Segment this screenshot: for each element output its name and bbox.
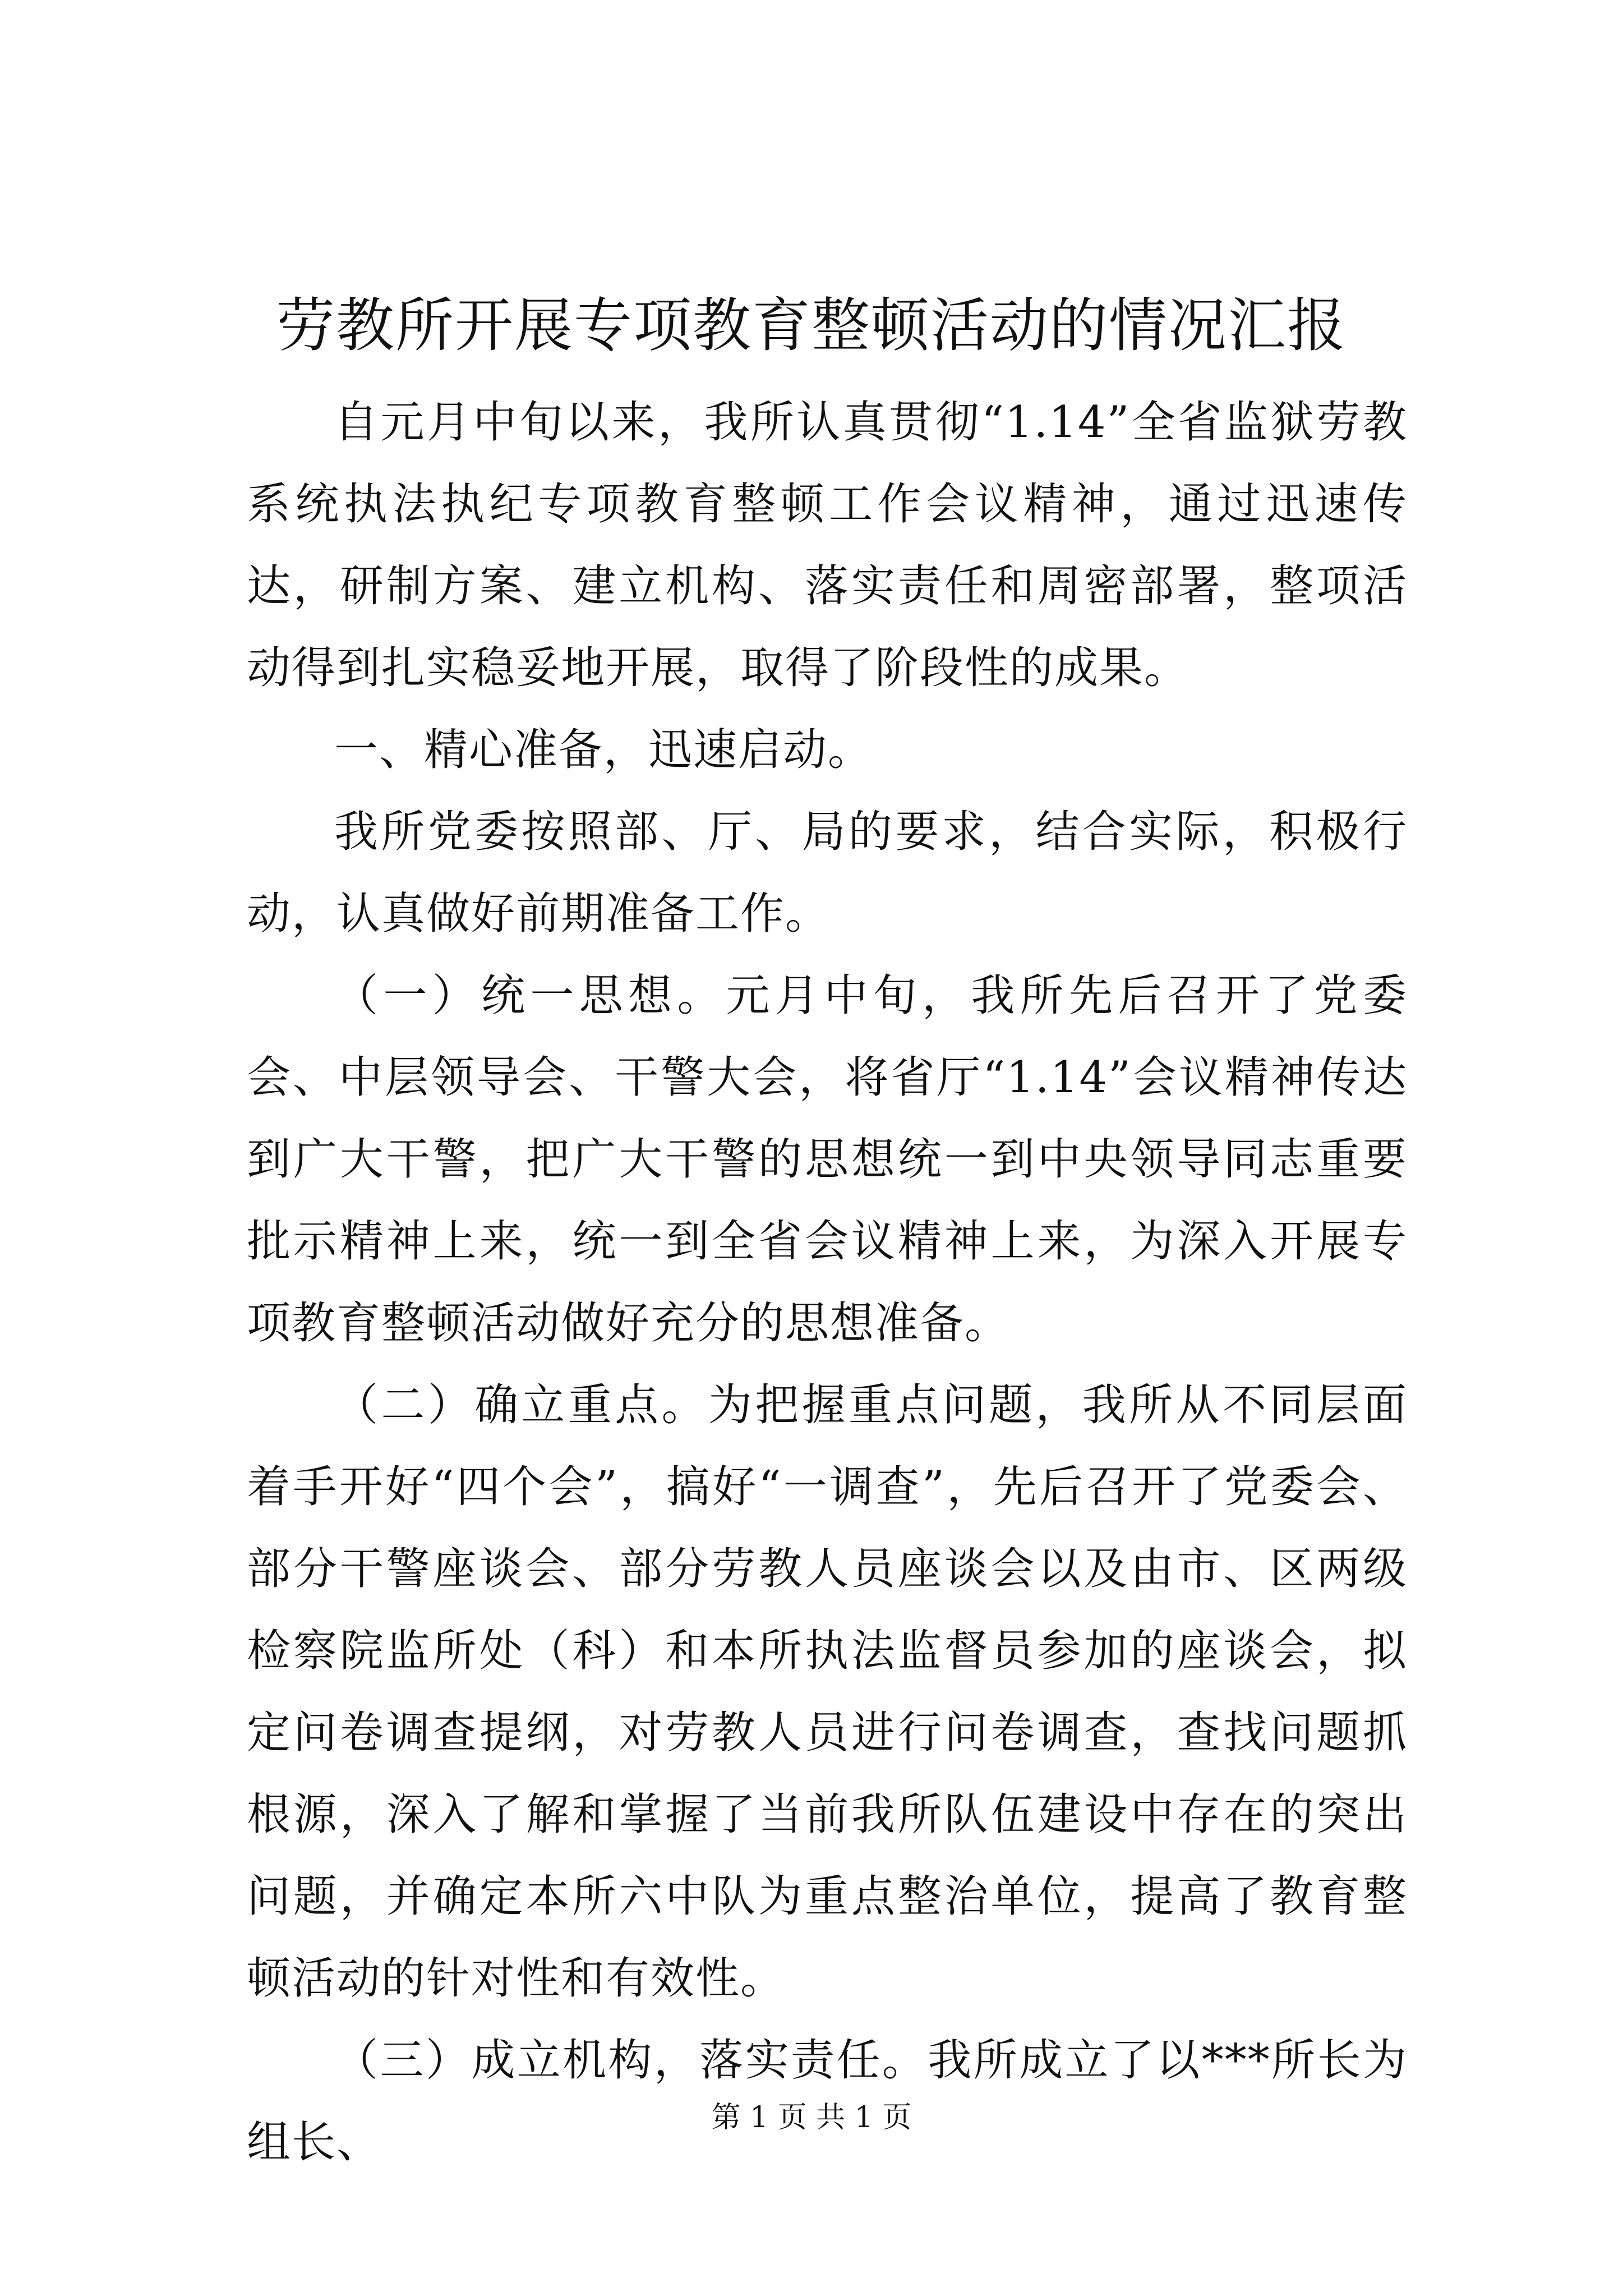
paragraph-section-1: 我所党委按照部、厅、局的要求，结合实际，积极行动，认真做好前期准备工作。 bbox=[247, 807, 1408, 939]
page-footer: 第 1 页 共 1 页 bbox=[711, 2101, 912, 2134]
paragraph-establish-focus: （二）确立重点。为把握重点问题，我所从不同层面着手开好“四个会”，搞好“一调查”，先后召开了党委会、部分干警座谈会、部分劳教人员座谈会以及由市、区两级检察院监所处（科）和本所执法监督员参加的座谈会，拟定问卷调查提纲，对劳教人员进行问卷调查，查找问题抓根源，深入了解和掌握了当前我所队伍建设中存在的突出问题，并确定本所六中队为重点整治单位，提高了教育整顿活动的针对性和有效性。 bbox=[247, 1380, 1408, 2004]
paragraph-intro: 自元月中旬以来，我所认真贯彻“1.14”全省监狱劳教系统执法执纪专项教育整顿工作会议精神，通过迅速传达，研制方案、建立机构、落实责任和周密部署，整项活动得到扎实稳妥地开展，取得了阶段性的成果。 bbox=[247, 397, 1408, 693]
document-body bbox=[247, 381, 1408, 2183]
section-heading-1: 一、精心准备，迅速启动。 bbox=[334, 725, 873, 775]
document-title: 劳教所开展专项教育整顿活动的情况汇报 bbox=[276, 291, 1347, 360]
paragraph-unify-thinking: （一）统一思想。元月中旬，我所先后召开了党委会、中层领导会、干警大会，将省厅“1.14”会议精神传达到广大干警，把广大干警的思想统一到中央领导同志重要批示精神上来，统一到全省会议精神上来，为深入开展专项教育整顿活动做好充分的思想准备。 bbox=[247, 970, 1408, 1349]
paragraph-establish-organization: （三）成立机构，落实责任。我所成立了以***所长为组长、 bbox=[247, 2035, 1408, 2168]
